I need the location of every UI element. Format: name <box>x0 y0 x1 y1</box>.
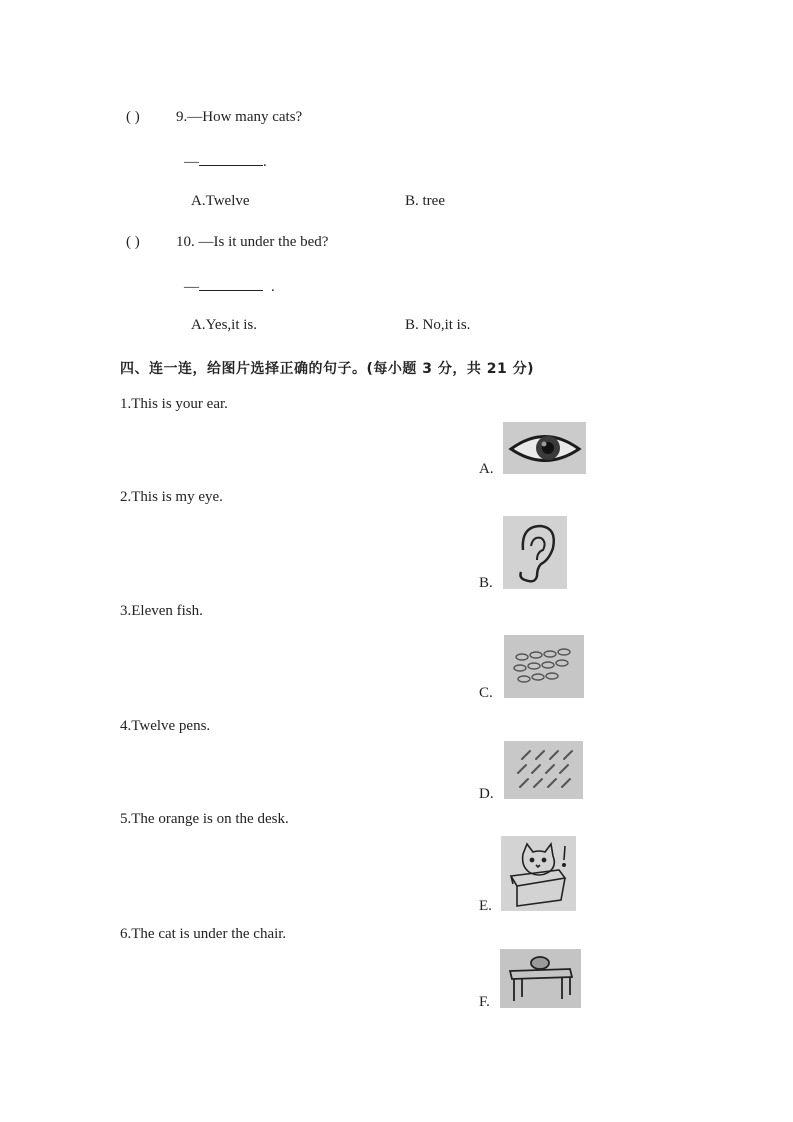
answer-end: . <box>271 279 275 295</box>
sentence-1[interactable]: 1.This is your ear. <box>120 396 228 412</box>
picture-label-d: D. <box>479 786 494 802</box>
picture-label-a: A. <box>479 461 494 477</box>
question-9-option-b: B. tree <box>405 193 445 209</box>
answer-paren-q9: ( ) <box>126 109 140 125</box>
section-4-heading: 四、连一连，给图片选择正确的句子。(每小题 3 分，共 21 分) <box>120 361 535 377</box>
question-9-answer-line <box>184 151 267 171</box>
question-10-option-a: A.Yes,it is. <box>191 317 257 333</box>
answer-dash: — <box>184 154 199 170</box>
picture-label-c: C. <box>479 685 493 701</box>
answer-blank[interactable] <box>199 151 263 166</box>
picture-d[interactable] <box>504 741 583 799</box>
answer-end: . <box>263 154 267 170</box>
question-10-answer-line <box>184 276 275 296</box>
picture-b[interactable] <box>503 516 567 589</box>
answer-paren-q10: ( ) <box>126 234 140 250</box>
question-9-prompt: 9.—How many cats? <box>176 109 303 125</box>
picture-c[interactable] <box>504 635 584 698</box>
orange-on-desk-icon <box>500 949 581 1008</box>
answer-dash: — <box>184 279 199 295</box>
fish-icon <box>504 635 584 698</box>
picture-label-e: E. <box>479 898 492 914</box>
picture-f[interactable] <box>500 949 581 1008</box>
picture-a[interactable] <box>503 422 586 474</box>
sentence-5[interactable]: 5.The orange is on the desk. <box>120 811 289 827</box>
question-10-prompt: 10. —Is it under the bed? <box>176 234 329 250</box>
ear-icon <box>503 516 567 589</box>
sentence-4[interactable]: 4.Twelve pens. <box>120 718 211 734</box>
sentence-2[interactable]: 2.This is my eye. <box>120 489 223 505</box>
sentence-6[interactable]: 6.The cat is under the chair. <box>120 926 287 942</box>
eye-icon <box>503 422 586 474</box>
cat-in-box-icon <box>501 836 576 911</box>
question-10-option-b: B. No,it is. <box>405 317 471 333</box>
picture-label-f: F. <box>479 994 490 1010</box>
pens-icon <box>504 741 583 799</box>
picture-e[interactable] <box>501 836 576 911</box>
picture-label-b: B. <box>479 575 493 591</box>
sentence-3[interactable]: 3.Eleven fish. <box>120 603 203 619</box>
question-9-option-a: A.Twelve <box>191 193 250 209</box>
answer-blank[interactable] <box>199 276 263 291</box>
